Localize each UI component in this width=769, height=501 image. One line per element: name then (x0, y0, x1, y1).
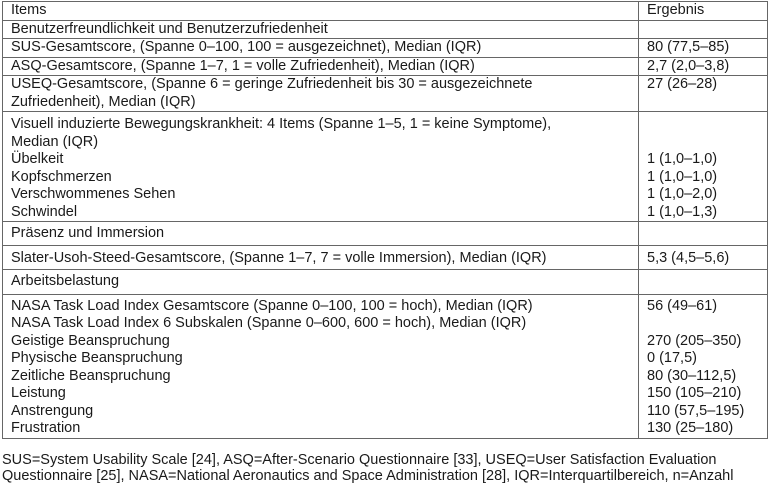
result-value: 56 (49–61) (647, 297, 718, 314)
result-value: 2,7 (2,0–3,8) (647, 57, 730, 74)
item-label: Frustration (11, 420, 81, 436)
result-value: 130 (25–180) (647, 420, 734, 436)
section-title: Präsenz und Immersion (3, 222, 639, 246)
section-result-empty (639, 20, 768, 39)
table-row (3, 294, 768, 438)
result-value: 150 (105–210) (647, 385, 742, 401)
results-table (2, 1, 768, 439)
table-footnote: SUS=System Usability Scale [24], ASQ=After-Scenario Questionnaire [33], USEQ=User Satisfaction Evaluation Questionnaire [25], NASA=National Aeronautics and Space Administration [28], IQR=Interquartilbereich, n=Anzahl (2, 452, 734, 484)
header-result: Ergebnis (639, 2, 768, 21)
table-row (3, 39, 768, 58)
item-label: Visuell induzierte Bewegungskrankheit: 4 Items (Spanne 1–5, 1 = keine Symptome), Median (IQR) (11, 116, 552, 150)
section-row (3, 20, 768, 39)
section-result-empty (639, 222, 768, 246)
item-label: Schwindel (11, 203, 78, 220)
item-label: NASA Task Load Index Gesamtscore (Spanne 0–100, 100 = hoch), Median (IQR) (11, 297, 533, 314)
result-value: 270 (205–350) (647, 332, 742, 349)
result-value: 27 (26–28) (647, 76, 718, 92)
result-value: 1 (1,0–1,0) (647, 168, 718, 185)
item-label: Geistige Beanspruchung (11, 332, 170, 349)
section-row (3, 270, 768, 295)
item-label: Zeitliche Beanspruchung (11, 367, 171, 384)
item-label: Slater-Usoh-Steed-Gesamtscore, (Spanne 1–7, 7 = volle Immersion), Median (IQR) (11, 249, 547, 266)
result-value: 1 (1,0–1,3) (647, 203, 718, 220)
result-value: 80 (30–112,5) (647, 367, 737, 384)
result-value: 0 (17,5) (647, 350, 697, 366)
table-row (3, 57, 768, 76)
result-value: 110 (57,5–195) (647, 402, 745, 419)
table-row (3, 245, 768, 270)
item-label: Physische Beanspruchung (11, 350, 183, 366)
result-value: 5,3 (4,5–5,6) (647, 249, 730, 266)
result-value: 1 (1,0–1,0) (647, 151, 718, 167)
table-header-row (3, 2, 768, 21)
item-label: Verschwommenes Sehen (11, 186, 176, 202)
item-label: Kopfschmerzen (11, 168, 112, 185)
item-label: Übelkeit (11, 151, 64, 167)
item-label: NASA Task Load Index 6 Subskalen (Spanne 0–600, 600 = hoch), Median (IQR) (11, 315, 527, 331)
result-value: 1 (1,0–2,0) (647, 186, 718, 202)
section-row (3, 222, 768, 246)
item-label: USEQ-Gesamtscore, (Spanne 6 = geringe Zufriedenheit bis 30 = ausgezeichnete Zufriedenheit), Median (IQR) (11, 76, 533, 110)
result-value: 80 (77,5–85) (647, 39, 730, 55)
item-label: Anstrengung (11, 402, 94, 419)
item-label: SUS-Gesamtscore, (Spanne 0–100, 100 = ausgezeichnet), Median (IQR) (11, 39, 482, 55)
section-title: Arbeitsbelastung (3, 270, 639, 295)
table-row (3, 76, 768, 112)
item-label: ASQ-Gesamtscore, (Spanne 1–7, 1 = volle Zufriedenheit), Median (IQR) (11, 57, 475, 74)
section-result-empty (639, 270, 768, 295)
item-label: Leistung (11, 385, 66, 401)
table-row (3, 112, 768, 222)
header-items: Items (3, 2, 639, 21)
section-title: Benutzerfreundlichkeit und Benutzerzufriedenheit (3, 20, 639, 39)
